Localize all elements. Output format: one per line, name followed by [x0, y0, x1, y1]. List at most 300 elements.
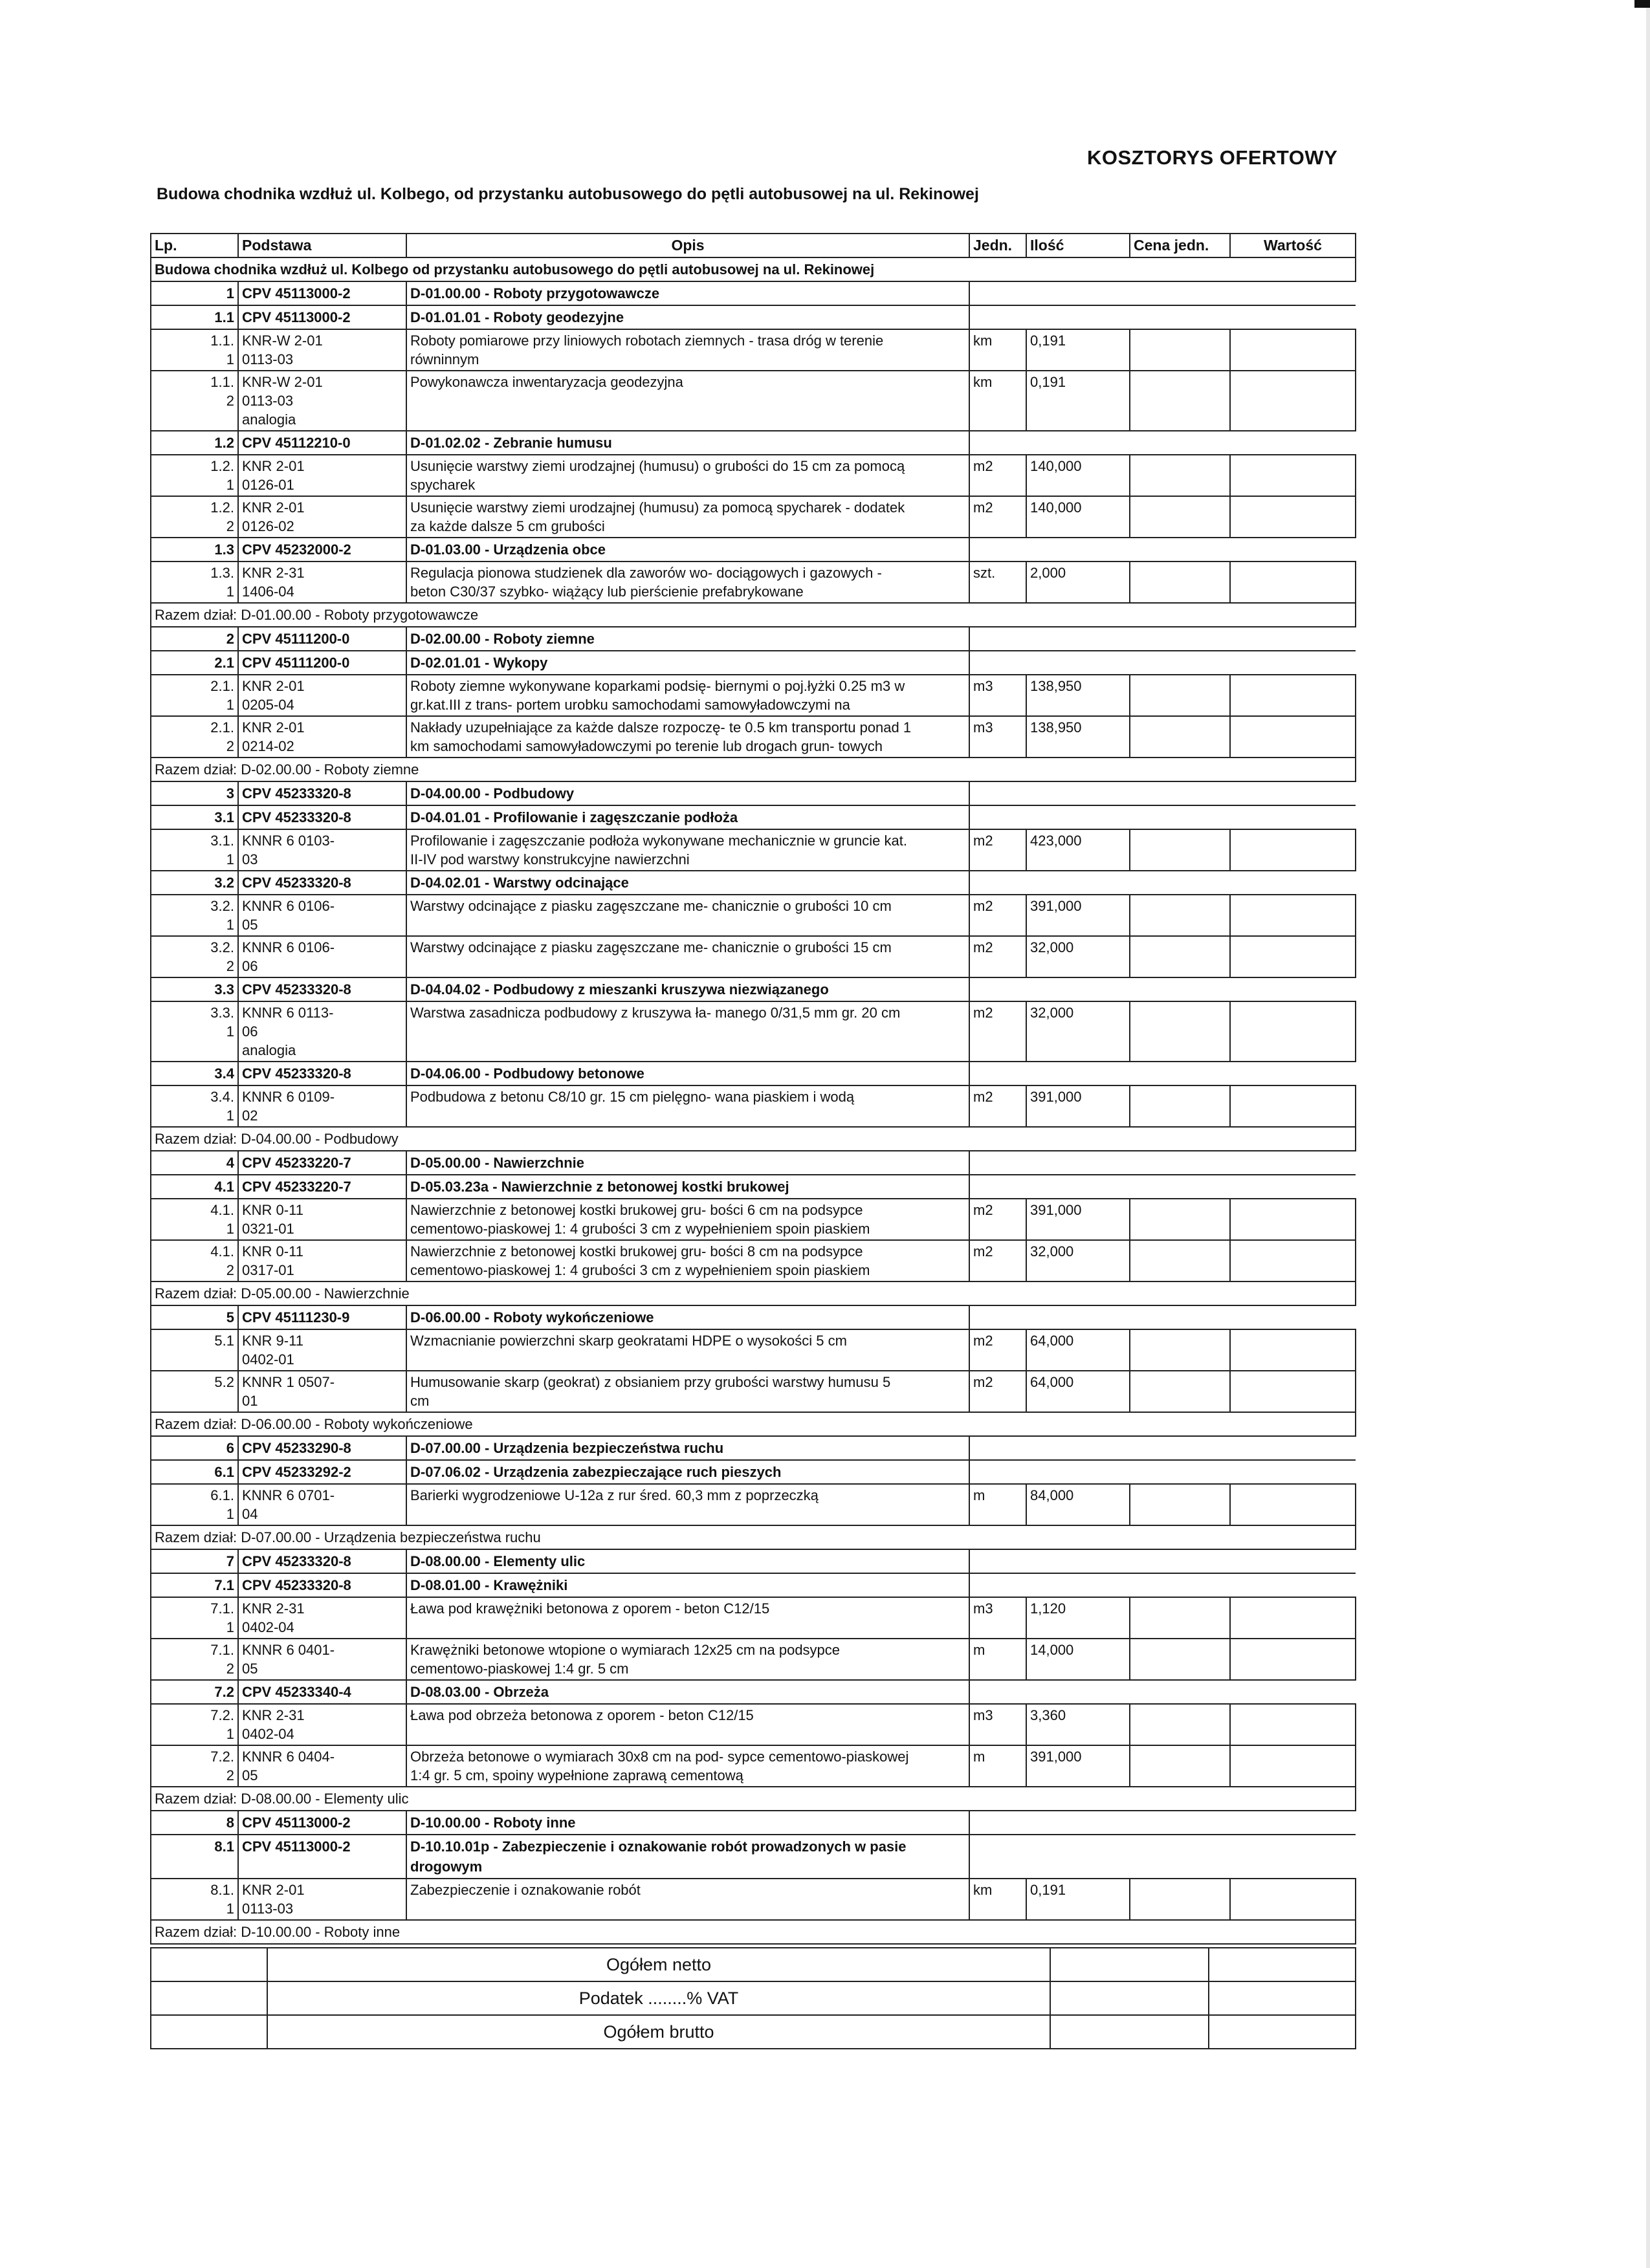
- row-cena-jedn[interactable]: [1130, 1484, 1230, 1525]
- row-cena-jedn[interactable]: [1130, 1597, 1230, 1639]
- section-total-text: Razem dział: D-07.00.00 - Urządzenia bezpieczeństwa ruchu: [151, 1525, 1356, 1549]
- table-row: [151, 675, 1356, 716]
- row-podstawa: KNR 2-01 0113-03: [238, 1879, 406, 1920]
- row-opis: D-01.02.02 - Zebranie humusu: [406, 431, 969, 455]
- row-podstawa: KNNR 6 0401- 05: [238, 1639, 406, 1680]
- summary-table: [150, 1947, 1356, 2049]
- row-cena-jedn[interactable]: [1130, 936, 1230, 977]
- row-opis: Barierki wygrodzeniowe U-12a z rur śred. 60,3 mm z poprzeczką: [406, 1484, 969, 1525]
- row-ilosc: 0,191: [1026, 329, 1130, 371]
- cost-estimate-table: [150, 233, 1356, 1945]
- row-ilosc: 138,950: [1026, 716, 1130, 758]
- header-lp: Lp.: [151, 234, 238, 257]
- summary-brutto-label: Ogółem brutto: [267, 2015, 1050, 2049]
- row-podstawa: KNNR 6 0109- 02: [238, 1085, 406, 1127]
- row-empty: [969, 1549, 1356, 1573]
- row-opis: Regulacja pionowa studzienek dla zaworów wo- dociągowych i gazowych - beton C30/37 szybko- wiążący lub pierścienie prefabrykowane: [406, 562, 969, 603]
- table-row: [151, 1199, 1356, 1240]
- row-podstawa: CPV 45111200-0: [238, 627, 406, 651]
- row-ilosc: 2,000: [1026, 562, 1130, 603]
- section-header-row: [151, 1573, 1356, 1597]
- row-opis: D-02.01.01 - Wykopy: [406, 651, 969, 675]
- row-empty: [969, 1835, 1356, 1879]
- table-row: [151, 1240, 1356, 1281]
- summary-brutto-value[interactable]: [1209, 2015, 1356, 2049]
- section-total-row: [151, 1787, 1356, 1811]
- row-podstawa: KNNR 6 0106- 05: [238, 895, 406, 936]
- section-header-row: [151, 305, 1356, 329]
- row-lp: 5.2: [151, 1371, 238, 1412]
- row-ilosc: 32,000: [1026, 1001, 1130, 1062]
- summary-brutto-cell[interactable]: [1050, 2015, 1209, 2049]
- row-lp: 7.2. 2: [151, 1745, 238, 1787]
- row-podstawa: CPV 45233320-8: [238, 871, 406, 895]
- row-cena-jedn[interactable]: [1130, 371, 1230, 431]
- row-podstawa: CPV 45233290-8: [238, 1436, 406, 1460]
- row-wartosc[interactable]: [1230, 675, 1356, 716]
- row-ilosc: 391,000: [1026, 1199, 1130, 1240]
- table-row: [151, 1704, 1356, 1745]
- row-lp: 7.1. 2: [151, 1639, 238, 1680]
- summary-vat-cell[interactable]: [1050, 1981, 1209, 2015]
- section-header-row: [151, 781, 1356, 805]
- row-lp: 6.1: [151, 1460, 238, 1484]
- row-empty: [969, 1062, 1356, 1085]
- row-jedn: m2: [969, 496, 1026, 538]
- row-lp: 7.2: [151, 1680, 238, 1704]
- section-header-row: [151, 1460, 1356, 1484]
- row-ilosc: 64,000: [1026, 1371, 1130, 1412]
- row-wartosc[interactable]: [1230, 1484, 1356, 1525]
- row-empty: [969, 1811, 1356, 1835]
- row-lp: 4.1: [151, 1175, 238, 1199]
- table-row: [151, 716, 1356, 758]
- row-jedn: m2: [969, 1001, 1026, 1062]
- row-podstawa: CPV 45232000-2: [238, 538, 406, 562]
- row-wartosc[interactable]: [1230, 1704, 1356, 1745]
- section-header-row: [151, 1436, 1356, 1460]
- row-empty: [969, 781, 1356, 805]
- row-opis: D-02.00.00 - Roboty ziemne: [406, 627, 969, 651]
- row-cena-jedn[interactable]: [1130, 1745, 1230, 1787]
- row-lp: 5: [151, 1305, 238, 1329]
- row-lp: 8: [151, 1811, 238, 1835]
- summary-netto-cell[interactable]: [1050, 1948, 1209, 1981]
- row-opis: Nawierzchnie z betonowej kostki brukowej gru- bości 8 cm na podsypce cementowo-piaskowej 1: 4 grubości 3 cm z wypełnieniem spoin piaskiem: [406, 1240, 969, 1281]
- row-podstawa: CPV 45233320-8: [238, 1573, 406, 1597]
- row-empty: [969, 538, 1356, 562]
- row-ilosc: 140,000: [1026, 496, 1130, 538]
- section-total-row: [151, 1525, 1356, 1549]
- row-jedn: m2: [969, 455, 1026, 496]
- row-cena-jedn[interactable]: [1130, 1085, 1230, 1127]
- document-title: KOSZTORYS OFERTOWY: [1087, 146, 1338, 169]
- row-ilosc: 84,000: [1026, 1484, 1130, 1525]
- row-opis: Roboty ziemne wykonywane koparkami podsię- biernymi o poj.łyżki 0.25 m3 w gr.kat.III z trans- portem urobku samochodami samowyładowczymi na: [406, 675, 969, 716]
- row-lp: 1: [151, 281, 238, 305]
- section-header-row: [151, 431, 1356, 455]
- row-podstawa: KNNR 6 0404- 05: [238, 1745, 406, 1787]
- row-lp: 4.1. 1: [151, 1199, 238, 1240]
- row-opis: Usunięcie warstwy ziemi urodzajnej (humusu) za pomocą spycharek - dodatek za każde dalsze 5 cm grubości: [406, 496, 969, 538]
- row-lp: 3.1: [151, 805, 238, 829]
- row-jedn: km: [969, 1879, 1026, 1920]
- section-header-row: [151, 651, 1356, 675]
- section-total-row: [151, 1127, 1356, 1151]
- row-opis: D-04.06.00 - Podbudowy betonowe: [406, 1062, 969, 1085]
- row-podstawa: CPV 45112210-0: [238, 431, 406, 455]
- row-opis: Humusowanie skarp (geokrat) z obsianiem przy grubości warstwy humusu 5 cm: [406, 1371, 969, 1412]
- row-cena-jedn[interactable]: [1130, 1329, 1230, 1371]
- row-wartosc[interactable]: [1230, 496, 1356, 538]
- row-opis: D-04.01.01 - Profilowanie i zagęszczanie podłoża: [406, 805, 969, 829]
- row-podstawa: CPV 45111200-0: [238, 651, 406, 675]
- row-wartosc[interactable]: [1230, 716, 1356, 758]
- row-lp: 3.4: [151, 1062, 238, 1085]
- table-row: [151, 371, 1356, 431]
- row-empty: [969, 305, 1356, 329]
- row-podstawa: KNR 2-01 0214-02: [238, 716, 406, 758]
- row-podstawa: KNR 0-11 0321-01: [238, 1199, 406, 1240]
- row-ilosc: 32,000: [1026, 1240, 1130, 1281]
- row-opis: D-08.00.00 - Elementy ulic: [406, 1549, 969, 1573]
- table-row: [151, 1001, 1356, 1062]
- row-lp: 2: [151, 627, 238, 651]
- row-podstawa: CPV 45233320-8: [238, 1549, 406, 1573]
- row-opis: Nawierzchnie z betonowej kostki brukowej gru- bości 6 cm na podsypce cementowo-piaskowej 1: 4 grubości 3 cm z wypełnieniem spoin piaskiem: [406, 1199, 969, 1240]
- row-ilosc: 391,000: [1026, 1745, 1130, 1787]
- section-header-row: [151, 977, 1356, 1001]
- row-lp: 7.1: [151, 1573, 238, 1597]
- section-header-row: [151, 1305, 1356, 1329]
- row-wartosc[interactable]: [1230, 1639, 1356, 1680]
- summary-vat-label: Podatek ........% VAT: [267, 1981, 1050, 2015]
- row-ilosc: 14,000: [1026, 1639, 1130, 1680]
- row-empty: [969, 1573, 1356, 1597]
- document-subtitle: Budowa chodnika wzdłuż ul. Kolbego, od przystanku autobusowego do pętli autobusowej na ul. Rekinowej: [157, 185, 979, 203]
- section-header-row: [151, 1680, 1356, 1704]
- row-podstawa: KNR 2-01 0126-02: [238, 496, 406, 538]
- row-cena-jedn[interactable]: [1130, 1704, 1230, 1745]
- table-row: [151, 1484, 1356, 1525]
- section-header-row: [151, 871, 1356, 895]
- row-opis: Krawężniki betonowe wtopione o wymiarach 12x25 cm na podsypce cementowo-piaskowej 1:4 gr. 5 cm: [406, 1639, 969, 1680]
- row-cena-jedn[interactable]: [1130, 496, 1230, 538]
- row-wartosc[interactable]: [1230, 562, 1356, 603]
- row-lp: 3.3: [151, 977, 238, 1001]
- row-podstawa: CPV 45113000-2: [238, 1835, 406, 1879]
- table-row: [151, 1745, 1356, 1787]
- summary-row-brutto: [151, 2015, 1356, 2049]
- row-ilosc: 391,000: [1026, 895, 1130, 936]
- row-podstawa: KNNR 6 0701- 04: [238, 1484, 406, 1525]
- section-header-row: [151, 627, 1356, 651]
- project-row-text: Budowa chodnika wzdłuż ul. Kolbego od przystanku autobusowego do pętli autobusowej na ul. Rekinowej: [151, 257, 1356, 281]
- row-lp: 6.1. 1: [151, 1484, 238, 1525]
- section-header-row: [151, 1549, 1356, 1573]
- row-ilosc: 391,000: [1026, 1085, 1130, 1127]
- row-jedn: km: [969, 371, 1026, 431]
- row-podstawa: KNR 2-31 0402-04: [238, 1704, 406, 1745]
- row-cena-jedn[interactable]: [1130, 1639, 1230, 1680]
- row-podstawa: CPV 45233340-4: [238, 1680, 406, 1704]
- row-empty: [969, 805, 1356, 829]
- row-podstawa: CPV 45111230-9: [238, 1305, 406, 1329]
- row-lp: 3.2. 2: [151, 936, 238, 977]
- row-jedn: m3: [969, 1597, 1026, 1639]
- row-cena-jedn[interactable]: [1130, 1001, 1230, 1062]
- row-wartosc[interactable]: [1230, 371, 1356, 431]
- row-lp: 8.1: [151, 1835, 238, 1879]
- row-jedn: m3: [969, 1704, 1026, 1745]
- row-podstawa: KNR-W 2-01 0113-03: [238, 329, 406, 371]
- row-opis: D-10.00.00 - Roboty inne: [406, 1811, 969, 1835]
- table-row: [151, 1597, 1356, 1639]
- row-ilosc: 423,000: [1026, 829, 1130, 871]
- row-lp: 2.1. 1: [151, 675, 238, 716]
- row-wartosc[interactable]: [1230, 829, 1356, 871]
- row-lp: 6: [151, 1436, 238, 1460]
- row-jedn: m3: [969, 675, 1026, 716]
- row-jedn: m: [969, 1639, 1026, 1680]
- scan-edge: [1646, 0, 1650, 2268]
- header-jedn: Jedn.: [969, 234, 1026, 257]
- table-row: [151, 329, 1356, 371]
- row-podstawa: KNNR 6 0106- 06: [238, 936, 406, 977]
- row-jedn: m2: [969, 936, 1026, 977]
- section-total-text: Razem dział: D-02.00.00 - Roboty ziemne: [151, 758, 1356, 781]
- row-lp: 1.2. 1: [151, 455, 238, 496]
- row-opis: D-05.00.00 - Nawierzchnie: [406, 1151, 969, 1175]
- section-header-row: [151, 1175, 1356, 1199]
- section-header-row: [151, 1062, 1356, 1085]
- row-cena-jedn[interactable]: [1130, 675, 1230, 716]
- section-header-row: [151, 538, 1356, 562]
- row-empty: [969, 1175, 1356, 1199]
- row-empty: [969, 1680, 1356, 1704]
- row-podstawa: CPV 45113000-2: [238, 1811, 406, 1835]
- row-wartosc[interactable]: [1230, 1745, 1356, 1787]
- row-opis: Profilowanie i zagęszczanie podłoża wykonywane mechanicznie w gruncie kat. II-IV pod warstwy konstrukcyjne nawierzchni: [406, 829, 969, 871]
- row-opis: Ława pod krawężniki betonowa z oporem - beton C12/15: [406, 1597, 969, 1639]
- row-wartosc[interactable]: [1230, 1879, 1356, 1920]
- row-jedn: m2: [969, 1199, 1026, 1240]
- row-wartosc[interactable]: [1230, 1240, 1356, 1281]
- section-total-row: [151, 1281, 1356, 1305]
- cost-estimate-sheet: [150, 233, 1355, 2049]
- summary-blank: [151, 1948, 267, 1981]
- summary-row-vat: [151, 1981, 1356, 2015]
- row-ilosc: 0,191: [1026, 1879, 1130, 1920]
- row-wartosc[interactable]: [1230, 1597, 1356, 1639]
- row-jedn: km: [969, 329, 1026, 371]
- section-total-row: [151, 603, 1356, 627]
- row-opis: Warstwy odcinające z piasku zagęszczane me- chanicznie o grubości 10 cm: [406, 895, 969, 936]
- row-ilosc: 140,000: [1026, 455, 1130, 496]
- section-total-text: Razem dział: D-08.00.00 - Elementy ulic: [151, 1787, 1356, 1811]
- row-wartosc[interactable]: [1230, 895, 1356, 936]
- section-header-row: [151, 1835, 1356, 1879]
- row-cena-jedn[interactable]: [1130, 895, 1230, 936]
- section-total-text: Razem dział: D-05.00.00 - Nawierzchnie: [151, 1281, 1356, 1305]
- row-empty: [969, 1460, 1356, 1484]
- row-lp: 4.1. 2: [151, 1240, 238, 1281]
- table-header-row: [151, 234, 1356, 257]
- row-lp: 1.1. 2: [151, 371, 238, 431]
- row-opis: Ława pod obrzeża betonowa z oporem - beton C12/15: [406, 1704, 969, 1745]
- row-opis: Wzmacnianie powierzchni skarp geokratami HDPE o wysokości 5 cm: [406, 1329, 969, 1371]
- row-cena-jedn[interactable]: [1130, 1199, 1230, 1240]
- row-jedn: m2: [969, 829, 1026, 871]
- row-ilosc: 138,950: [1026, 675, 1130, 716]
- row-opis: D-04.02.01 - Warstwy odcinające: [406, 871, 969, 895]
- row-empty: [969, 627, 1356, 651]
- row-podstawa: KNNR 6 0103- 03: [238, 829, 406, 871]
- row-opis: Obrzeża betonowe o wymiarach 30x8 cm na pod- sypce cementowo-piaskowej 1:4 gr. 5 cm, spoiny wypełnione zaprawą cementową: [406, 1745, 969, 1787]
- row-empty: [969, 1436, 1356, 1460]
- row-lp: 1.2. 2: [151, 496, 238, 538]
- row-ilosc: 64,000: [1026, 1329, 1130, 1371]
- row-lp: 3.1. 1: [151, 829, 238, 871]
- section-total-text: Razem dział: D-04.00.00 - Podbudowy: [151, 1127, 1356, 1151]
- table-row: [151, 1329, 1356, 1371]
- row-lp: 5.1: [151, 1329, 238, 1371]
- row-podstawa: CPV 45113000-2: [238, 305, 406, 329]
- row-lp: 8.1. 1: [151, 1879, 238, 1920]
- row-empty: [969, 977, 1356, 1001]
- summary-netto-value[interactable]: [1209, 1948, 1356, 1981]
- row-wartosc[interactable]: [1230, 1001, 1356, 1062]
- row-opis: D-06.00.00 - Roboty wykończeniowe: [406, 1305, 969, 1329]
- row-wartosc[interactable]: [1230, 1085, 1356, 1127]
- row-cena-jedn[interactable]: [1130, 562, 1230, 603]
- row-opis: D-07.06.02 - Urządzenia zabezpieczające ruch pieszych: [406, 1460, 969, 1484]
- row-lp: 2.1. 2: [151, 716, 238, 758]
- row-opis: D-04.04.02 - Podbudowy z mieszanki kruszywa niezwiązanego: [406, 977, 969, 1001]
- row-lp: 3.3. 1: [151, 1001, 238, 1062]
- row-jedn: szt.: [969, 562, 1026, 603]
- row-lp: 3.2. 1: [151, 895, 238, 936]
- row-cena-jedn[interactable]: [1130, 1879, 1230, 1920]
- section-total-text: Razem dział: D-10.00.00 - Roboty inne: [151, 1920, 1356, 1944]
- row-empty: [969, 281, 1356, 305]
- summary-row-netto: [151, 1948, 1356, 1981]
- table-row: [151, 496, 1356, 538]
- row-opis: D-08.01.00 - Krawężniki: [406, 1573, 969, 1597]
- scan-mark: [1634, 0, 1650, 8]
- row-podstawa: CPV 45233292-2: [238, 1460, 406, 1484]
- row-wartosc[interactable]: [1230, 1199, 1356, 1240]
- row-empty: [969, 1305, 1356, 1329]
- row-opis: Nakłady uzupełniające za każde dalsze rozpoczę- te 0.5 km transportu ponad 1 km samochodami samowyładowczymi po terenie lub drogach grun- towych: [406, 716, 969, 758]
- project-row: [151, 257, 1356, 281]
- row-jedn: m2: [969, 1329, 1026, 1371]
- row-wartosc[interactable]: [1230, 455, 1356, 496]
- table-row: [151, 829, 1356, 871]
- row-jedn: m2: [969, 1085, 1026, 1127]
- row-cena-jedn[interactable]: [1130, 716, 1230, 758]
- row-podstawa: CPV 45233220-7: [238, 1175, 406, 1199]
- row-cena-jedn[interactable]: [1130, 329, 1230, 371]
- header-cena: Cena jedn.: [1130, 234, 1230, 257]
- row-empty: [969, 871, 1356, 895]
- row-wartosc[interactable]: [1230, 1371, 1356, 1412]
- table-row: [151, 455, 1356, 496]
- row-jedn: m2: [969, 895, 1026, 936]
- row-opis: D-05.03.23a - Nawierzchnie z betonowej kostki brukowej: [406, 1175, 969, 1199]
- row-jedn: m3: [969, 716, 1026, 758]
- summary-blank: [151, 1981, 267, 2015]
- row-podstawa: KNR 2-01 0205-04: [238, 675, 406, 716]
- row-opis: Podbudowa z betonu C8/10 gr. 15 cm pielęgno- wana piaskiem i wodą: [406, 1085, 969, 1127]
- row-podstawa: KNR 9-11 0402-01: [238, 1329, 406, 1371]
- row-ilosc: 0,191: [1026, 371, 1130, 431]
- table-row: [151, 1639, 1356, 1680]
- row-podstawa: CPV 45233220-7: [238, 1151, 406, 1175]
- row-cena-jedn[interactable]: [1130, 829, 1230, 871]
- table-row: [151, 1879, 1356, 1920]
- section-header-row: [151, 1151, 1356, 1175]
- header-wartosc: Wartość: [1230, 234, 1356, 257]
- row-wartosc[interactable]: [1230, 936, 1356, 977]
- row-opis: Warstwy odcinające z piasku zagęszczane me- chanicznie o grubości 15 cm: [406, 936, 969, 977]
- header-ilosc: Ilość: [1026, 234, 1130, 257]
- row-empty: [969, 651, 1356, 675]
- row-cena-jedn[interactable]: [1130, 1240, 1230, 1281]
- row-lp: 7.1. 1: [151, 1597, 238, 1639]
- row-cena-jedn[interactable]: [1130, 455, 1230, 496]
- row-ilosc: 32,000: [1026, 936, 1130, 977]
- row-podstawa: KNR 2-01 0126-01: [238, 455, 406, 496]
- row-jedn: m2: [969, 1371, 1026, 1412]
- table-row: [151, 1371, 1356, 1412]
- row-opis: Zabezpieczenie i oznakowanie robót: [406, 1879, 969, 1920]
- header-opis: Opis: [406, 234, 969, 257]
- section-total-text: Razem dział: D-06.00.00 - Roboty wykończeniowe: [151, 1412, 1356, 1436]
- row-lp: 3: [151, 781, 238, 805]
- row-opis: D-01.00.00 - Roboty przygotowawcze: [406, 281, 969, 305]
- section-total-row: [151, 1920, 1356, 1944]
- row-opis: D-10.10.01p - Zabezpieczenie i oznakowanie robót prowadzonych w pasie drogowym: [406, 1835, 969, 1879]
- row-podstawa: CPV 45113000-2: [238, 281, 406, 305]
- row-wartosc[interactable]: [1230, 1329, 1356, 1371]
- row-ilosc: 3,360: [1026, 1704, 1130, 1745]
- summary-vat-value[interactable]: [1209, 1981, 1356, 2015]
- row-jedn: m: [969, 1745, 1026, 1787]
- row-opis: Roboty pomiarowe przy liniowych robotach ziemnych - trasa dróg w terenie równinnym: [406, 329, 969, 371]
- row-opis: D-01.01.01 - Roboty geodezyjne: [406, 305, 969, 329]
- row-lp: 1.1. 1: [151, 329, 238, 371]
- table-row: [151, 562, 1356, 603]
- row-podstawa: KNNR 6 0113- 06 analogia: [238, 1001, 406, 1062]
- row-cena-jedn[interactable]: [1130, 1371, 1230, 1412]
- section-header-row: [151, 805, 1356, 829]
- row-lp: 3.4. 1: [151, 1085, 238, 1127]
- row-wartosc[interactable]: [1230, 329, 1356, 371]
- row-podstawa: CPV 45233320-8: [238, 977, 406, 1001]
- row-empty: [969, 431, 1356, 455]
- row-lp: 7.2. 1: [151, 1704, 238, 1745]
- table-row: [151, 1085, 1356, 1127]
- row-ilosc: 1,120: [1026, 1597, 1130, 1639]
- row-opis: D-04.00.00 - Podbudowy: [406, 781, 969, 805]
- table-row: [151, 936, 1356, 977]
- row-lp: 1.3: [151, 538, 238, 562]
- row-podstawa: CPV 45233320-8: [238, 781, 406, 805]
- row-opis: D-08.03.00 - Obrzeża: [406, 1680, 969, 1704]
- row-podstawa: CPV 45233320-8: [238, 805, 406, 829]
- row-podstawa: CPV 45233320-8: [238, 1062, 406, 1085]
